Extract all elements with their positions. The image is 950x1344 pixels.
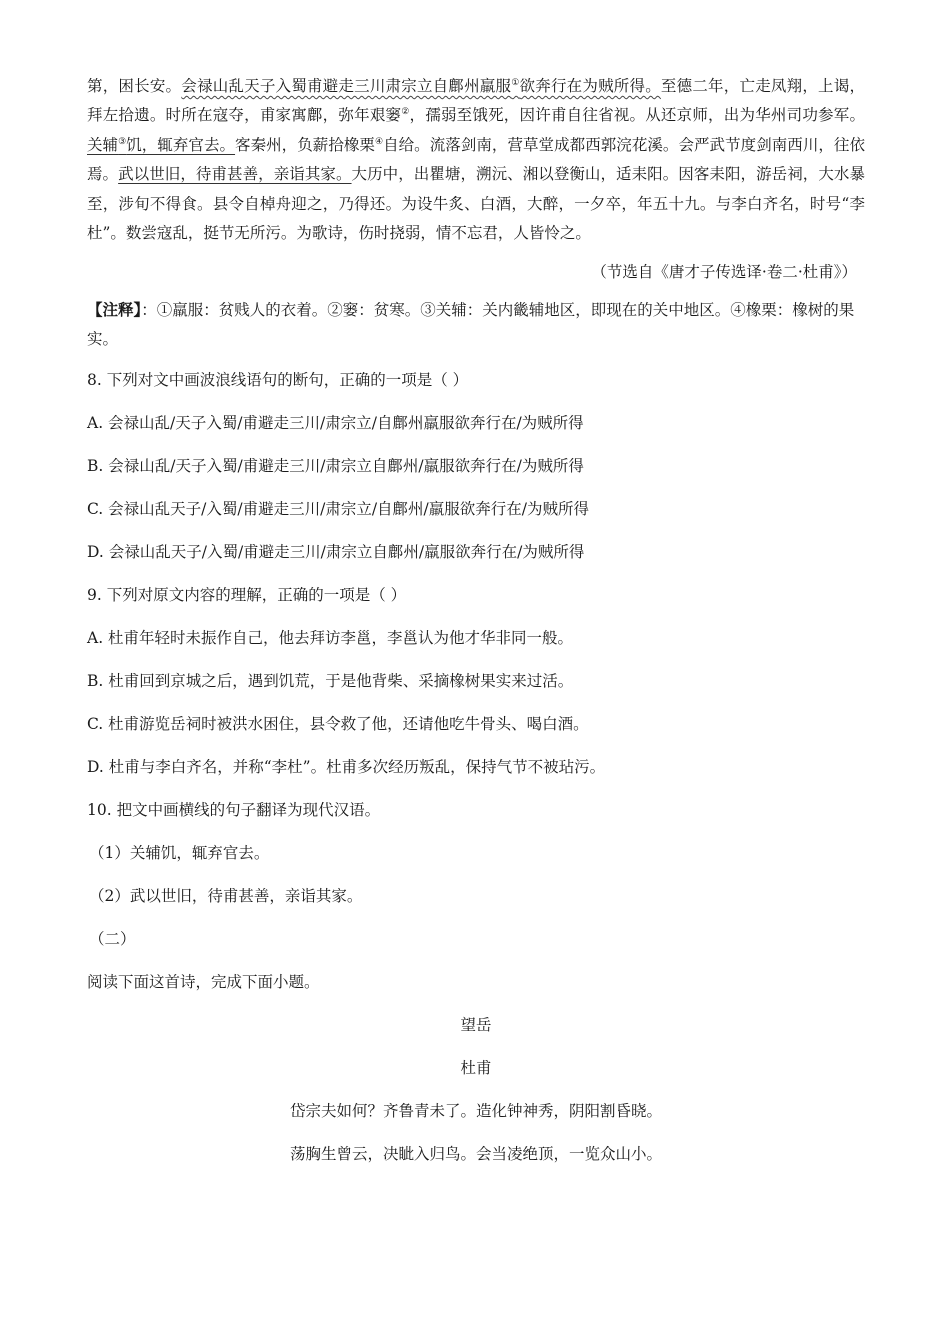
poem-line-2: 荡胸生曾云，决眦入归鸟。会当凌绝顶，一览众山小。 xyxy=(289,1145,662,1164)
question-10-stem: 10. 把文中画横线的句子翻译为现代汉语。 xyxy=(87,801,381,820)
note-marker: ③ xyxy=(118,136,127,147)
section-instruction: 阅读下面这首诗，完成下面小题。 xyxy=(87,973,320,992)
annotations-text: ：①羸服：贫贱人的衣着。②窭：贫寒。③关辅：关内畿辅地区，即现在的关中地区。④橡栗：橡树的果实。 xyxy=(87,301,855,349)
question-9-option-d: D. 杜甫与李白齐名，并称“李杜”。杜甫多次经历叛乱，保持气节不被玷污。 xyxy=(87,758,606,777)
question-8-option-a: A. 会禄山乱/天子入蜀/甫避走三川/肃宗立/自鄜州羸服欲奔行在/为贼所得 xyxy=(87,414,584,433)
passage-text: 第，困长安。 xyxy=(87,77,182,95)
poem-author: 杜甫 xyxy=(460,1059,492,1078)
document-page xyxy=(87,72,865,1169)
question-8-stem: 8. 下列对文中画波浪线语句的断句，正确的一项是（ ） xyxy=(87,371,469,390)
question-10-item-1: （1）关辅饥，辄弃官去。 xyxy=(89,844,270,863)
question-10-item-2: （2）武以世旧，待甫甚善，亲诣其家。 xyxy=(89,887,363,906)
annotations-tag: 【注释】 xyxy=(87,300,142,320)
passage-text: ，孺弱至饿死，因许甫自往省视。从还京师，出为华州司功参军。 xyxy=(409,106,865,125)
passage-text: 大历中，出瞿塘，溯沅、湘以登衡山，适耒阳。因客耒阳，游岳祠，大水暴至，涉旬不得食。县令自棹舟迎之，乃得还。为设牛炙、白酒，大醉，一夕卒，年五十九。与李白齐名，时号“李杜”。数尝寇乱，挺节无所污。为歌诗，伤时挠弱，情不忘君，人皆怜之。 xyxy=(87,165,865,243)
source-citation: （节选自《唐才子传选译·卷二·杜甫》） xyxy=(591,263,857,282)
poem-line-1: 岱宗夫如何？齐鲁青未了。造化钟神秀，阴阳割昏晓。 xyxy=(289,1102,662,1121)
wavy-underlined-sentence: 会禄山乱天子入蜀甫避走三川肃宗立自鄜州羸服①欲奔行在为贼所得。 xyxy=(181,77,661,95)
passage-paragraph xyxy=(87,72,865,248)
note-marker: ② xyxy=(401,107,410,118)
question-8-option-c: C. 会禄山乱天子/入蜀/甫避走三川/肃宗立/自鄜州/羸服欲奔行在/为贼所得 xyxy=(87,500,589,519)
underlined-sentence-2: 武以世旧，待甫甚善，亲诣其家。 xyxy=(118,165,352,184)
question-8-option-d: D. 会禄山乱天子/入蜀/甫避走三川/肃宗立自鄜州/羸服欲奔行在/为贼所得 xyxy=(87,543,585,562)
passage-text: 自给。流落剑南，营草堂成都西郭浣花溪。会严武节度剑南西川，往依焉。 xyxy=(87,135,865,184)
underlined-sentence-1: 关辅③饥，辄弃官去。 xyxy=(87,135,236,154)
note-marker: ④ xyxy=(374,136,384,147)
question-9-option-a: A. 杜甫年轻时未振作自己，他去拜访李邕，李邕认为他才华非同一般。 xyxy=(87,629,574,648)
question-9-stem: 9. 下列对原文内容的理解，正确的一项是（ ） xyxy=(87,586,407,605)
poem-title: 望岳 xyxy=(460,1016,492,1035)
question-8-option-b: B. 会禄山乱/天子入蜀/甫避走三川/肃宗立自鄜州/羸服欲奔行在/为贼所得 xyxy=(87,457,584,476)
section-label: （二） xyxy=(89,930,136,949)
passage-text: 客秦州，负薪拾橡栗 xyxy=(235,135,375,154)
question-9-option-b: B. 杜甫回到京城之后，遇到饥荒，于是他背柴、采摘橡树果实来过活。 xyxy=(87,672,574,691)
passage-text: 至德二年，亡走凤翔，上谒，拜左拾遗。时所在寇夺，甫家寓鄜，弥年艰窭 xyxy=(87,77,865,125)
note-marker: ① xyxy=(511,77,520,88)
question-9-option-c: C. 杜甫游览岳祠时被洪水困住，县令救了他，还请他吃牛骨头、喝白酒。 xyxy=(87,715,589,734)
annotations xyxy=(87,295,865,354)
